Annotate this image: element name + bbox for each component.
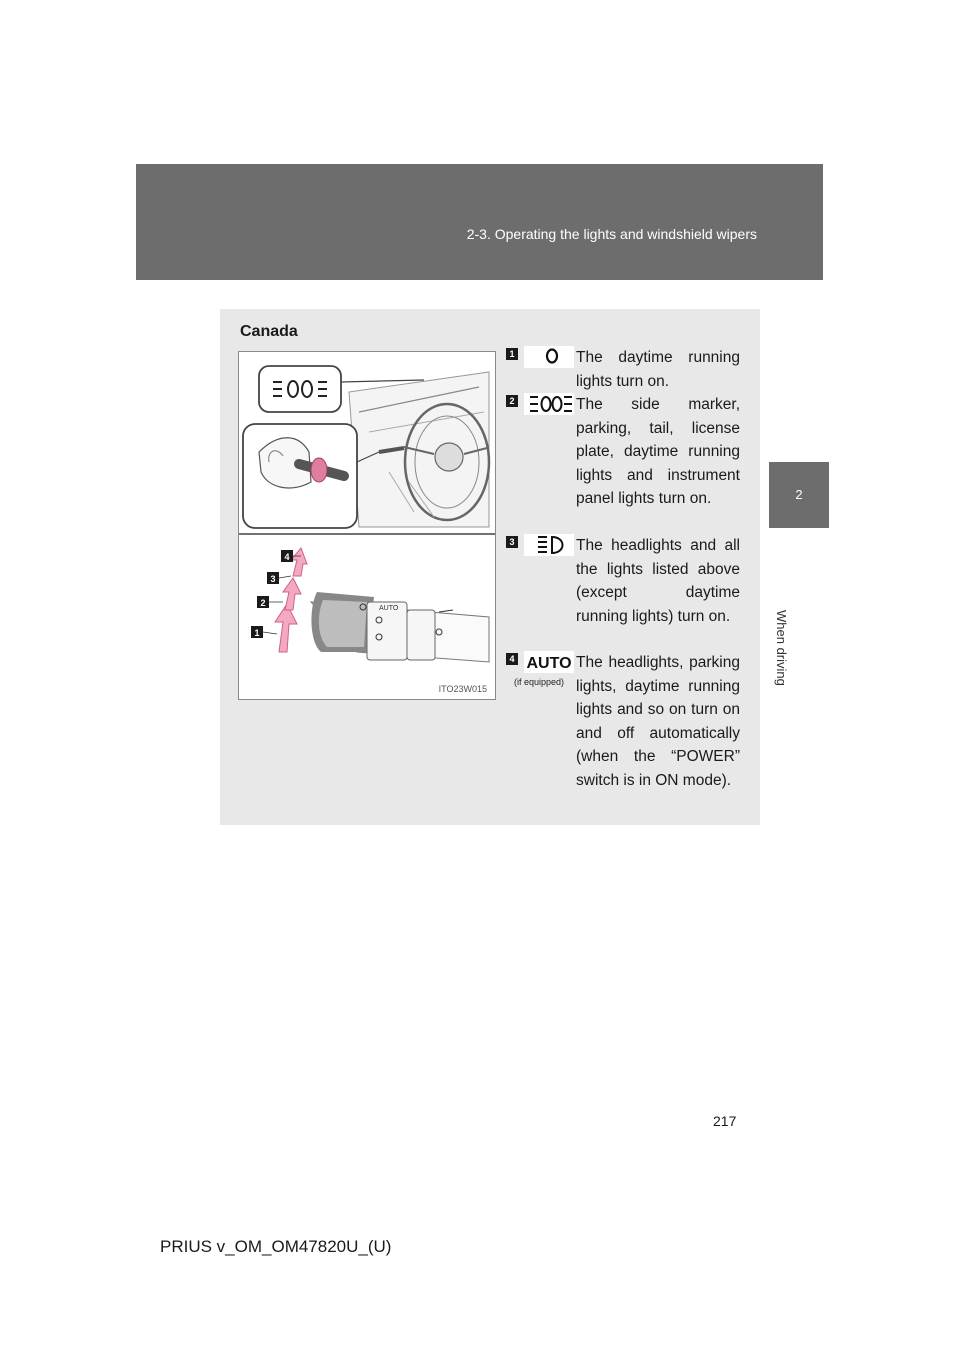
panel-heading: Canada [240, 323, 298, 340]
item-text: The headlights, parking lights, daytime running lights and so on turn on and off automatically (when the “POWER” switch is in ON mode). [576, 654, 740, 789]
item-number: 1 [506, 348, 518, 360]
item-text: The daytime running lights turn on. [576, 349, 740, 390]
lights-panel [220, 309, 760, 825]
figure-switch-label: AUTO [379, 605, 399, 612]
callout-2: 2 [260, 598, 266, 608]
item-text: The headlights and all the lights listed above (except daytime running lights) turn on. [576, 537, 740, 625]
light-switch-figure [238, 351, 496, 700]
headlight-icon [524, 534, 574, 556]
light-switch-illustration [239, 352, 495, 699]
item-number: 4 [506, 653, 518, 665]
header-band [136, 164, 823, 280]
chapter-tab-number: 2 [769, 462, 829, 528]
item-number: 2 [506, 395, 518, 407]
figure-caption: ITO23W015 [438, 684, 487, 694]
chapter-tab-label: When driving [774, 610, 789, 686]
list-item [506, 534, 742, 646]
callout-3: 3 [270, 574, 276, 584]
auto-icon-label: AUTO [526, 655, 572, 672]
list-item [506, 393, 742, 533]
page-number: 217 [713, 1113, 737, 1129]
section-title: 2-3. Operating the lights and windshield wipers [466, 226, 757, 242]
list-item [506, 346, 742, 394]
item-note: (if equipped) [514, 677, 565, 687]
daytime-running-light-icon [524, 346, 574, 368]
item-number: 3 [506, 536, 518, 548]
list-item [506, 651, 742, 817]
parking-light-icon [524, 393, 574, 415]
item-text: The side marker, parking, tail, license plate, daytime running lights and instrument panel lights turn on. [576, 396, 740, 507]
auto-icon [524, 651, 574, 673]
footer-model-code: PRIUS v_OM_OM47820U_(U) [160, 1237, 392, 1256]
callout-1: 1 [254, 628, 260, 638]
callout-4: 4 [284, 552, 290, 562]
